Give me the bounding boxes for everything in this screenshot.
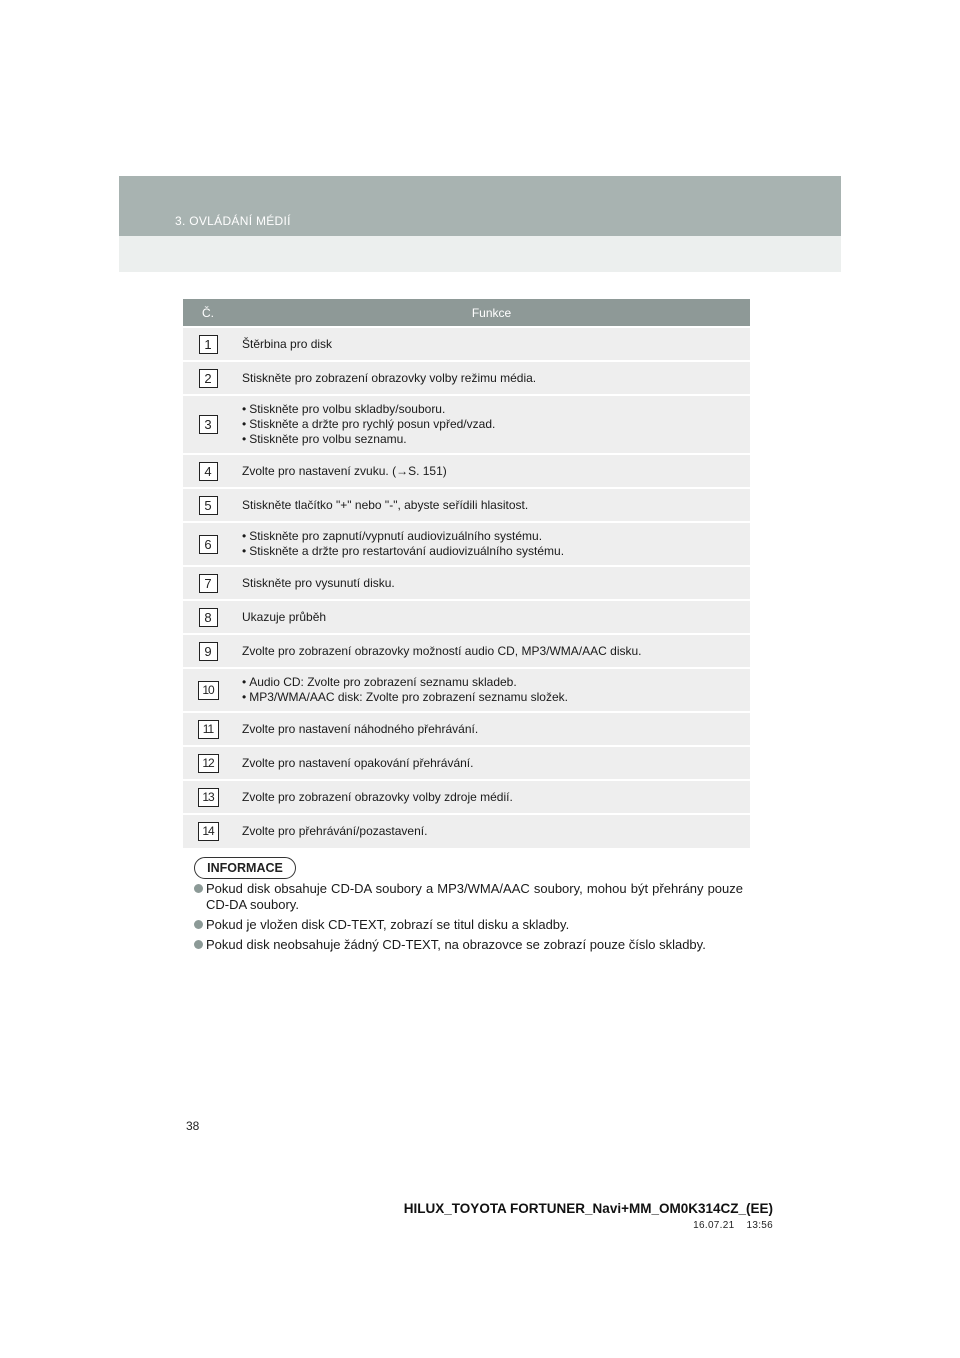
function-text: Stiskněte pro vysunutí disku.	[242, 575, 395, 590]
table-row	[183, 600, 750, 634]
row-number-cell	[183, 395, 233, 454]
header-sub-band	[119, 236, 841, 272]
number-box-icon: 10	[198, 681, 219, 700]
document-code: HILUX_TOYOTA FORTUNER_Navi+MM_OM0K314CZ_(EE)	[403, 1201, 773, 1216]
function-bullet: • Stiskněte a držte pro restartování audiovizuálního systému.	[242, 544, 744, 559]
number-box-icon: 4	[199, 462, 218, 481]
number-box-icon: 13	[198, 788, 219, 807]
function-bullet: • Stiskněte a držte pro rychlý posun vpřed/vzad.	[242, 417, 744, 432]
number-box-icon: 7	[199, 574, 218, 593]
number-box-icon: 1	[199, 335, 218, 354]
table-body	[183, 327, 750, 848]
row-function-cell	[233, 600, 750, 634]
info-item	[194, 881, 743, 913]
row-function-cell	[233, 780, 750, 814]
number-box-icon: 8	[199, 608, 218, 627]
table-row	[183, 522, 750, 566]
info-item	[194, 917, 743, 933]
section-title: 3. OVLÁDÁNÍ MÉDIÍ	[175, 214, 291, 228]
row-number-cell	[183, 600, 233, 634]
column-header-function: Funkce	[233, 299, 750, 327]
row-function-cell	[233, 634, 750, 668]
function-text: Zvolte pro přehrávání/pozastavení.	[242, 824, 428, 838]
function-text: Ukazuje průběh	[242, 609, 327, 624]
bullet-dot-icon	[194, 884, 203, 893]
row-number-cell	[183, 634, 233, 668]
info-item	[194, 937, 743, 953]
print-time: 13:56	[746, 1220, 773, 1231]
row-function-cell	[233, 668, 750, 712]
number-box-icon: 14	[198, 822, 219, 841]
function-table	[183, 299, 750, 848]
table-header-row	[183, 299, 750, 327]
info-text: Pokud disk obsahuje CD-DA soubory a MP3/WMA/AAC soubory, mohou být přehrány pouze CD-DA soubory.	[206, 881, 743, 912]
row-number-cell	[183, 361, 233, 395]
row-function-cell	[233, 395, 750, 454]
function-bullet: • Stiskněte pro volbu seznamu.	[242, 432, 744, 447]
row-number-cell	[183, 746, 233, 780]
function-text: Stiskněte pro zobrazení obrazovky volby režimu média.	[242, 370, 537, 385]
row-function-cell	[233, 814, 750, 848]
row-function-cell	[233, 488, 750, 522]
row-number-cell	[183, 488, 233, 522]
number-box-icon: 6	[199, 535, 218, 554]
info-text: Pokud je vložen disk CD-TEXT, zobrazí se titul disku a skladby.	[206, 917, 570, 932]
function-bullet: • Audio CD: Zvolte pro zobrazení seznamu skladeb.	[242, 675, 744, 690]
bullet-dot-icon	[194, 920, 203, 929]
number-box-icon: 3	[199, 415, 218, 434]
bullet-dot-icon	[194, 940, 203, 949]
print-timestamp	[693, 1220, 773, 1231]
number-box-icon: 2	[199, 369, 218, 388]
row-function-cell	[233, 454, 750, 488]
row-number-cell	[183, 454, 233, 488]
function-text: Štěrbina pro disk	[242, 336, 333, 351]
table-row	[183, 814, 750, 848]
row-function-cell	[233, 361, 750, 395]
table-row	[183, 327, 750, 361]
row-number-cell	[183, 522, 233, 566]
row-number-cell	[183, 668, 233, 712]
row-function-cell	[233, 327, 750, 361]
print-date: 16.07.21	[693, 1220, 735, 1231]
row-function-cell	[233, 522, 750, 566]
table-row	[183, 454, 750, 488]
function-text: Stiskněte tlačítko "+" nebo "-", abyste seřídili hlasitost.	[242, 497, 529, 512]
row-number-cell	[183, 712, 233, 746]
number-box-icon: 11	[198, 720, 219, 739]
row-function-cell	[233, 712, 750, 746]
row-number-cell	[183, 327, 233, 361]
section-header	[119, 176, 841, 236]
page-number: 38	[186, 1119, 200, 1133]
table-row	[183, 566, 750, 600]
function-bullet: • Stiskněte pro volbu skladby/souboru.	[242, 402, 744, 417]
info-text: Pokud disk neobsahuje žádný CD-TEXT, na obrazovce se zobrazí pouze číslo skladby.	[206, 937, 706, 952]
info-list	[194, 881, 743, 957]
function-bullet: • MP3/WMA/AAC disk: Zvolte pro zobrazení seznamu složek.	[242, 690, 744, 705]
row-function-cell	[233, 746, 750, 780]
row-number-cell	[183, 780, 233, 814]
function-text: Zvolte pro zobrazení obrazovky možností audio CD, MP3/WMA/AAC disku.	[242, 643, 642, 658]
function-bullet: • Stiskněte pro zapnutí/vypnutí audiovizuálního systému.	[242, 529, 744, 544]
table-row	[183, 668, 750, 712]
function-text: Zvolte pro nastavení opakování přehrávání.	[242, 755, 474, 770]
function-text: Zvolte pro nastavení zvuku. (→S. 151)	[242, 463, 447, 478]
row-number-cell	[183, 566, 233, 600]
table-row	[183, 746, 750, 780]
row-number-cell	[183, 814, 233, 848]
table-row	[183, 361, 750, 395]
column-header-no: Č.	[183, 299, 233, 327]
number-box-icon: 12	[198, 754, 219, 773]
table-row	[183, 395, 750, 454]
number-box-icon: 9	[199, 642, 218, 661]
table-row	[183, 712, 750, 746]
table-row	[183, 488, 750, 522]
info-label: INFORMACE	[194, 857, 296, 879]
table-row	[183, 780, 750, 814]
function-text: Zvolte pro zobrazení obrazovky volby zdroje médií.	[242, 789, 513, 804]
number-box-icon: 5	[199, 496, 218, 515]
table-row	[183, 634, 750, 668]
row-function-cell	[233, 566, 750, 600]
function-text: Zvolte pro nastavení náhodného přehrávání.	[242, 721, 479, 736]
